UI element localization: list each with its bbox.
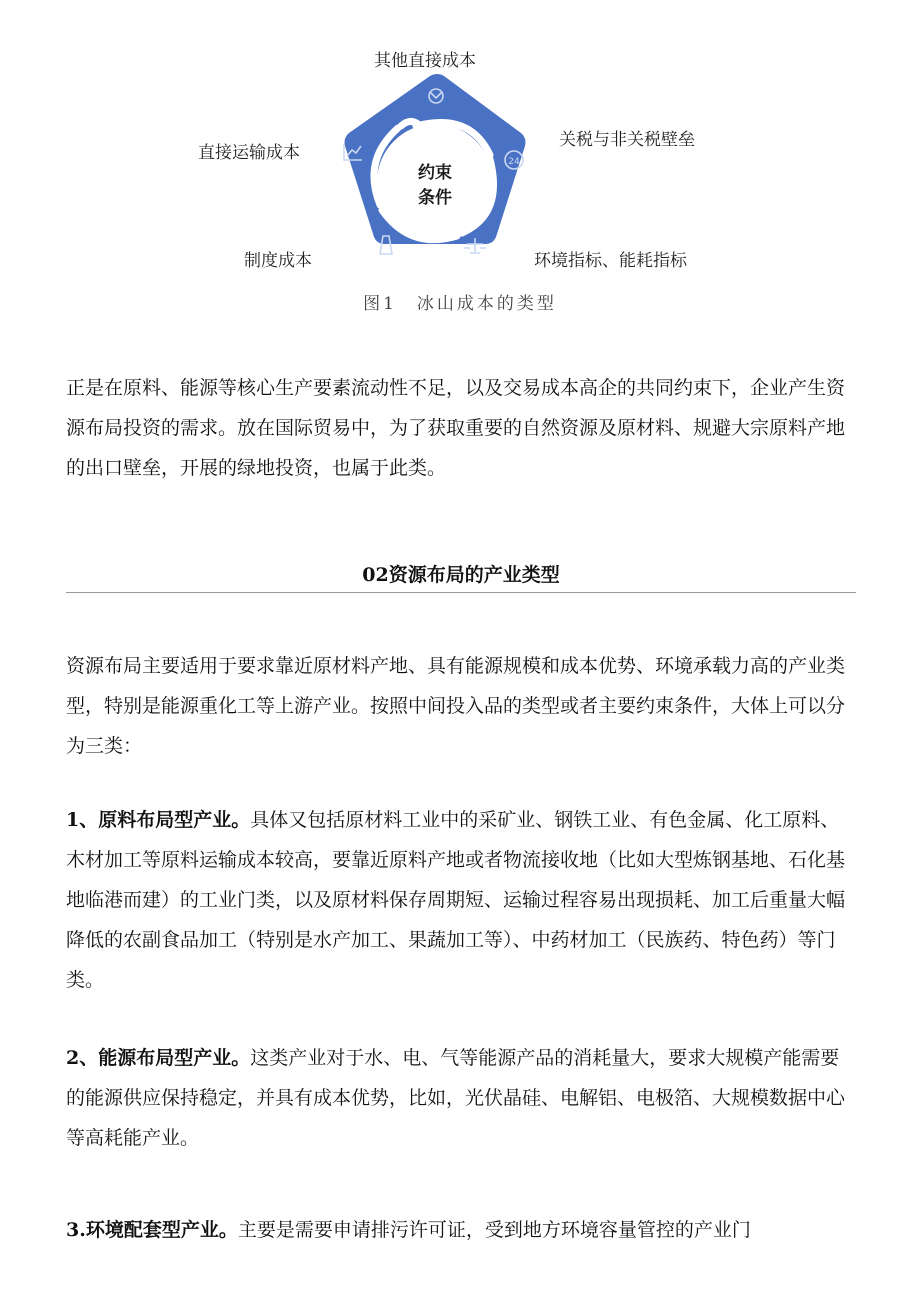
center-label-line2: 条件 <box>418 188 452 208</box>
intro-paragraph: 正是在原料、能源等核心生产要素流动性不足，以及交易成本高企的共同约束下，企业产生资源布局投资的需求。放在国际贸易中，为了获取重要的自然资源及原材料、规避大宗原料产地的出口壁垒，开展的绿地投资，也属于此类。 <box>66 377 846 479</box>
item-number: 2、 <box>66 1047 99 1069</box>
item-number: 1、 <box>66 809 99 831</box>
label-transport-cost: 直接运输成本 <box>198 143 300 163</box>
svg-text:24: 24 <box>508 157 520 167</box>
section-heading <box>66 560 856 587</box>
item-title: 环境配套型产业。 <box>85 1219 238 1241</box>
item-title: 原料布局型产业。 <box>98 809 251 831</box>
section-title: 资源布局的产业类型 <box>388 564 560 586</box>
overview-paragraph: 资源布局主要适用于要求靠近原材料产地、具有能源规模和成本优势、环境承载力高的产业类型，特别是能源重化工等上游产业。按照中间投入品的类型或者主要约束条件，大体上可以分为三类： <box>66 655 846 757</box>
item-text: 具体又包括原材料工业中的采矿业、钢铁工业、有色金属、化工原料、木材加工等原料运输成本较高，要靠近原料产地或者物流接收地（比如大型炼钢基地、石化基地临港而建）的工业门类，以及原材料保存周期短、运输过程容易出现损耗、加工后重量大幅降低的农副食品加工（特别是水产加工、果蔬加工等）、中药材加工（民族药、特色药）等门类。 <box>66 809 846 991</box>
item-number: 3. <box>66 1219 86 1241</box>
pentagon-ring <box>345 74 526 244</box>
label-institutional-cost: 制度成本 <box>244 251 312 271</box>
item-text: 主要是需要申请排污许可证，受到地方环境容量管控的产业门 <box>237 1219 751 1241</box>
item-title: 能源布局型产业。 <box>98 1047 251 1069</box>
label-tariff-barriers: 关税与非关税壁垒 <box>559 130 695 150</box>
iceberg-cost-figure <box>0 0 920 330</box>
item-environment <box>66 1210 856 1250</box>
center-label-line1: 约束 <box>418 163 452 183</box>
item-energy <box>66 1038 856 1158</box>
item-raw-material <box>66 800 856 1000</box>
label-other-direct-cost: 其他直接成本 <box>374 51 476 71</box>
label-environment-energy: 环境指标、能耗指标 <box>534 251 687 271</box>
item-text: 这类产业对于水、电、气等能源产品的消耗量大，要求大规模产能需要的能源供应保持稳定，并具有成本优势，比如，光伏晶硅、电解铝、电极箔、大规模数据中心等高耗能产业。 <box>66 1047 846 1149</box>
section-number: 02 <box>362 564 389 586</box>
heading-divider <box>66 592 856 593</box>
figure-caption: 图1 冰山成本的类型 <box>363 294 557 314</box>
